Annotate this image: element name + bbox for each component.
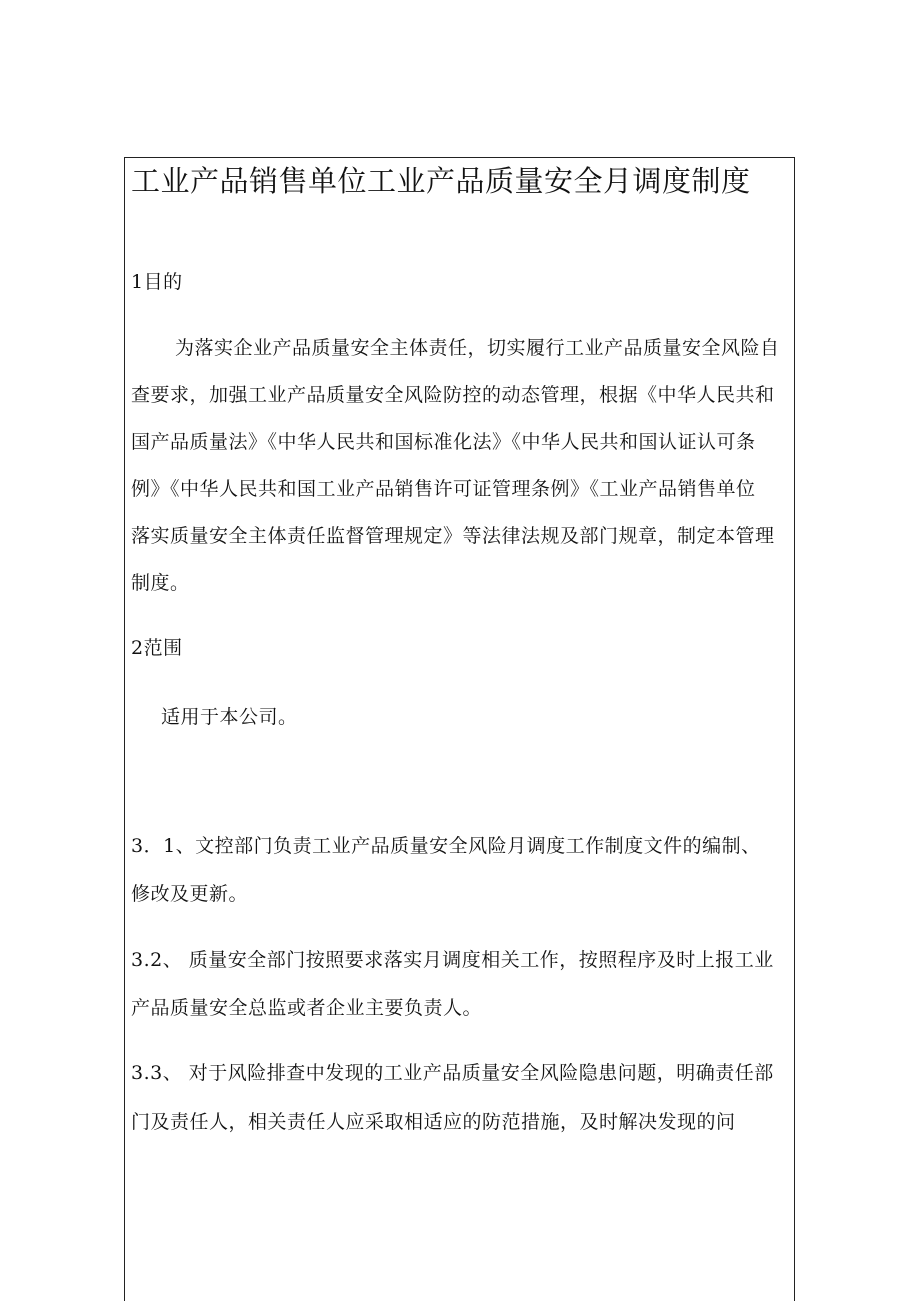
section-1-heading: 1目的 [131,271,183,293]
section-1-line-3: 国产品质量法》《中华人民共和国标准化法》《中华人民共和国认证认可条 [131,431,756,453]
item-3-1-line-2: 修改及更新。 [131,883,249,905]
item-3-3-line-1: 3.3、 对于风险排查中发现的工业产品质量安全风险隐患问题，明确责任部 [131,1062,774,1084]
section-1-line-2: 查要求，加强工业产品质量安全风险防控的动态管理，根据《中华人民共和 [131,384,775,406]
section-2-heading: 2范围 [131,637,183,659]
section-1-line-1: 为落实企业产品质量安全主体责任，切实履行工业产品质量安全风险自 [175,337,780,359]
section-1-line-6: 制度。 [131,572,190,594]
section-1-line-5: 落实质量安全主体责任监督管理规定》等法律法规及部门规章，制定本管理 [131,525,775,547]
section-1-line-4: 例》《中华人民共和国工业产品销售许可证管理条例》《工业产品销售单位 [131,478,756,500]
item-3-2-line-2: 产品质量安全总监或者企业主要负责人。 [131,997,483,1019]
section-2-body: 适用于本公司。 [161,706,298,728]
item-3-2-line-1: 3.2、 质量安全部门按照要求落实月调度相关工作，按照程序及时上报工业 [131,949,774,971]
document-title: 工业产品销售单位工业产品质量安全月调度制度 [131,164,751,198]
item-3-1-line-1: 3．1、文控部门负责工业产品质量安全风险月调度工作制度文件的编制、 [131,835,761,857]
item-3-3-line-2: 门及责任人，相关责任人应采取相适应的防范措施，及时解决发现的问 [131,1111,736,1133]
